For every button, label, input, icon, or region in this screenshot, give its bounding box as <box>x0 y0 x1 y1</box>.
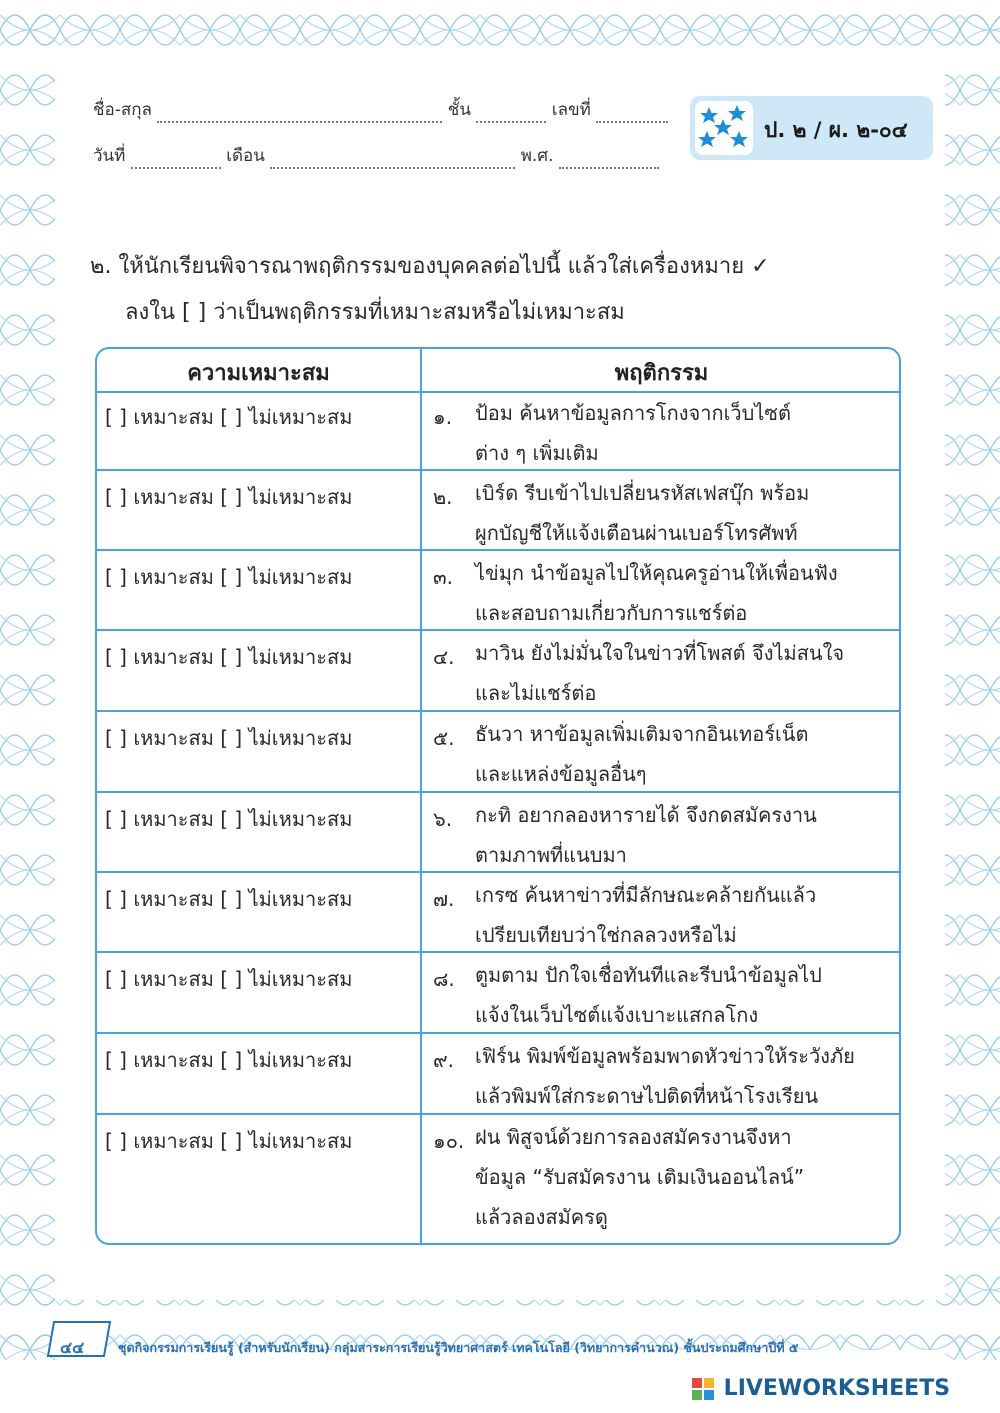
behavior-number: ๑๐. <box>433 1129 465 1153</box>
behavior-text-line: ป้อม ค้นหาข้อมูลการโกงจากเว็บไซต์ <box>475 401 791 425</box>
behavior-text-line: และไม่แชร์ต่อ <box>475 681 597 705</box>
behavior-number: ๕. <box>433 726 455 750</box>
behavior-text-line: และสอบถามเกี่ยวกับการแชร์ต่อ <box>475 601 748 625</box>
behavior-text-line: ฝน พิสูจน์ด้วยการลองสมัครงานจึงหา <box>475 1125 792 1149</box>
behavior-text-line: และแหล่งข้อมูลอื่นๆ <box>475 762 647 786</box>
behavior-number: ๓. <box>433 565 454 589</box>
suitability-choice[interactable]: [ ] เหมาะสม [ ] ไม่เหมาะสม <box>105 485 353 509</box>
logo-text: LIVEWORKSHEETS <box>723 1376 951 1401</box>
class-field[interactable] <box>476 103 546 123</box>
behavior-number: ๑. <box>433 405 453 429</box>
table-row <box>97 873 899 953</box>
class-label: ชั้น <box>447 100 471 120</box>
name-line <box>93 96 668 123</box>
behavior-text <box>475 1117 804 1237</box>
footer-text: ชุดกิจกรรมการเรียนรู้ (สำหรับนักเรียน) กลุ่มสาระการเรียนรู้วิทยาศาสตร์ เทคโนโลยี (วิทยาการคำนวณ) ชั้นประถมศึกษาปีที่ ๕ <box>118 1340 799 1355</box>
month-label: เดือน <box>226 146 265 166</box>
number-field[interactable] <box>596 103 668 123</box>
behavior-number: ๔. <box>433 645 455 669</box>
table-row <box>97 471 899 551</box>
behavior-text <box>475 955 822 1035</box>
day-label: วันที่ <box>93 146 126 166</box>
table-header <box>97 349 899 393</box>
suitability-choice[interactable]: [ ] เหมาะสม [ ] ไม่เหมาะสม <box>105 565 353 589</box>
suitability-choice[interactable]: [ ] เหมาะสม [ ] ไม่เหมาะสม <box>105 887 353 911</box>
behavior-text-line: ตูมตาม ปักใจเชื่อทันทีและรีบนำข้อมูลไป <box>475 963 822 987</box>
day-field[interactable] <box>131 149 221 169</box>
behavior-text-line: ตามภาพที่แนบมา <box>475 843 627 867</box>
behavior-number: ๒. <box>433 485 453 509</box>
behavior-number: ๙. <box>433 1048 455 1072</box>
behavior-text-line: ข้อมูล “รับสมัครงาน เติมเงินออนไลน์” <box>475 1165 805 1189</box>
number-label: เลขที่ <box>551 100 591 120</box>
behavior-text <box>475 553 838 633</box>
table-row <box>97 712 899 793</box>
stars-icon <box>695 101 753 155</box>
behavior-text-line: ธันวา หาข้อมูลเพิ่มเติมจากอินเทอร์เน็ต <box>475 722 809 746</box>
behavior-text <box>475 795 817 875</box>
suitability-choice[interactable]: [ ] เหมาะสม [ ] ไม่เหมาะสม <box>105 1048 353 1072</box>
worksheet-code: ป. ๒ / ผ. ๒-๐๔ <box>764 118 908 142</box>
behavior-text <box>475 875 816 955</box>
behavior-text <box>475 393 791 473</box>
table-row <box>97 631 899 712</box>
name-label: ชื่อ-สกุล <box>93 100 152 120</box>
instruction-line-1: ๒. ให้นักเรียนพิจารณาพฤติกรรมของบุคคลต่อไปนี้ แล้วใส่เครื่องหมาย ✓ <box>90 254 770 279</box>
logo-icon <box>692 1378 714 1400</box>
behavior-text-line: กะทิ อยากลองหารายได้ จึงกดสมัครงาน <box>475 803 817 827</box>
behavior-text-line: เฟิร์น พิมพ์ข้อมูลพร้อมพาดหัวข่าวให้ระวังภัย <box>475 1044 855 1068</box>
table-row <box>97 1034 899 1115</box>
behavior-text-line: เปรียบเทียบว่าใช่กลลวงหรือไม่ <box>475 923 737 947</box>
header-suitability: ความเหมาะสม <box>187 361 330 386</box>
behavior-text <box>475 714 808 794</box>
behavior-text-line: แล้วลองสมัครดู <box>475 1205 608 1229</box>
worksheet-code-badge <box>690 96 933 160</box>
suitability-choice[interactable]: [ ] เหมาะสม [ ] ไม่เหมาะสม <box>105 807 353 831</box>
behavior-text-line: เกรซ ค้นหาข่าวที่มีลักษณะคล้ายกันแล้ว <box>475 883 817 907</box>
behavior-text-line: ไข่มุก นำข้อมูลไปให้คุณครูอ่านให้เพื่อนฟัง <box>475 561 838 585</box>
behavior-text-line: ต่าง ๆ เพิ่มเติม <box>475 441 599 465</box>
year-label: พ.ศ. <box>520 146 554 166</box>
date-line <box>93 142 659 169</box>
liveworksheets-logo <box>692 1376 950 1401</box>
behavior-text-line: มาวิน ยังไม่มั่นใจในข่าวที่โพสต์ จึงไม่สนใจ <box>475 641 845 665</box>
suitability-choice[interactable]: [ ] เหมาะสม [ ] ไม่เหมาะสม <box>105 405 353 429</box>
behavior-text <box>475 473 809 553</box>
behavior-text <box>475 1036 855 1116</box>
table-row <box>97 391 899 471</box>
behavior-table <box>95 347 901 1245</box>
behavior-text-line: ผูกบัญชีให้แจ้งเตือนผ่านเบอร์โทรศัพท์ <box>475 521 798 545</box>
name-field[interactable] <box>157 103 442 123</box>
behavior-number: ๖. <box>433 807 453 831</box>
suitability-choice[interactable]: [ ] เหมาะสม [ ] ไม่เหมาะสม <box>105 645 353 669</box>
table-row <box>97 1115 899 1243</box>
page-number: ๔๔ <box>60 1338 85 1357</box>
behavior-number: ๗. <box>433 887 455 911</box>
behavior-text <box>475 633 844 713</box>
behavior-text-line: แจ้งในเว็บไซต์แจ้งเบาะแสกลโกง <box>475 1003 759 1027</box>
stars-box <box>695 101 753 155</box>
header-behavior: พฤติกรรม <box>614 361 709 386</box>
table-row <box>97 793 899 873</box>
behavior-text-line: แล้วพิมพ์ใส่กระดาษไปติดที่หน้าโรงเรียน <box>475 1084 819 1108</box>
table-row <box>97 953 899 1034</box>
table-row <box>97 551 899 631</box>
suitability-choice[interactable]: [ ] เหมาะสม [ ] ไม่เหมาะสม <box>105 967 353 991</box>
suitability-choice[interactable]: [ ] เหมาะสม [ ] ไม่เหมาะสม <box>105 1129 353 1153</box>
behavior-number: ๘. <box>433 967 455 991</box>
month-field[interactable] <box>270 149 515 169</box>
suitability-choice[interactable]: [ ] เหมาะสม [ ] ไม่เหมาะสม <box>105 726 353 750</box>
behavior-text-line: เบิร์ด รีบเข้าไปเปลี่ยนรหัสเฟสบุ๊ก พร้อม <box>475 481 810 505</box>
year-field[interactable] <box>559 149 659 169</box>
instruction-line-2: ลงใน [ ] ว่าเป็นพฤติกรรมที่เหมาะสมหรือไม่เหมาะสม <box>125 300 625 325</box>
